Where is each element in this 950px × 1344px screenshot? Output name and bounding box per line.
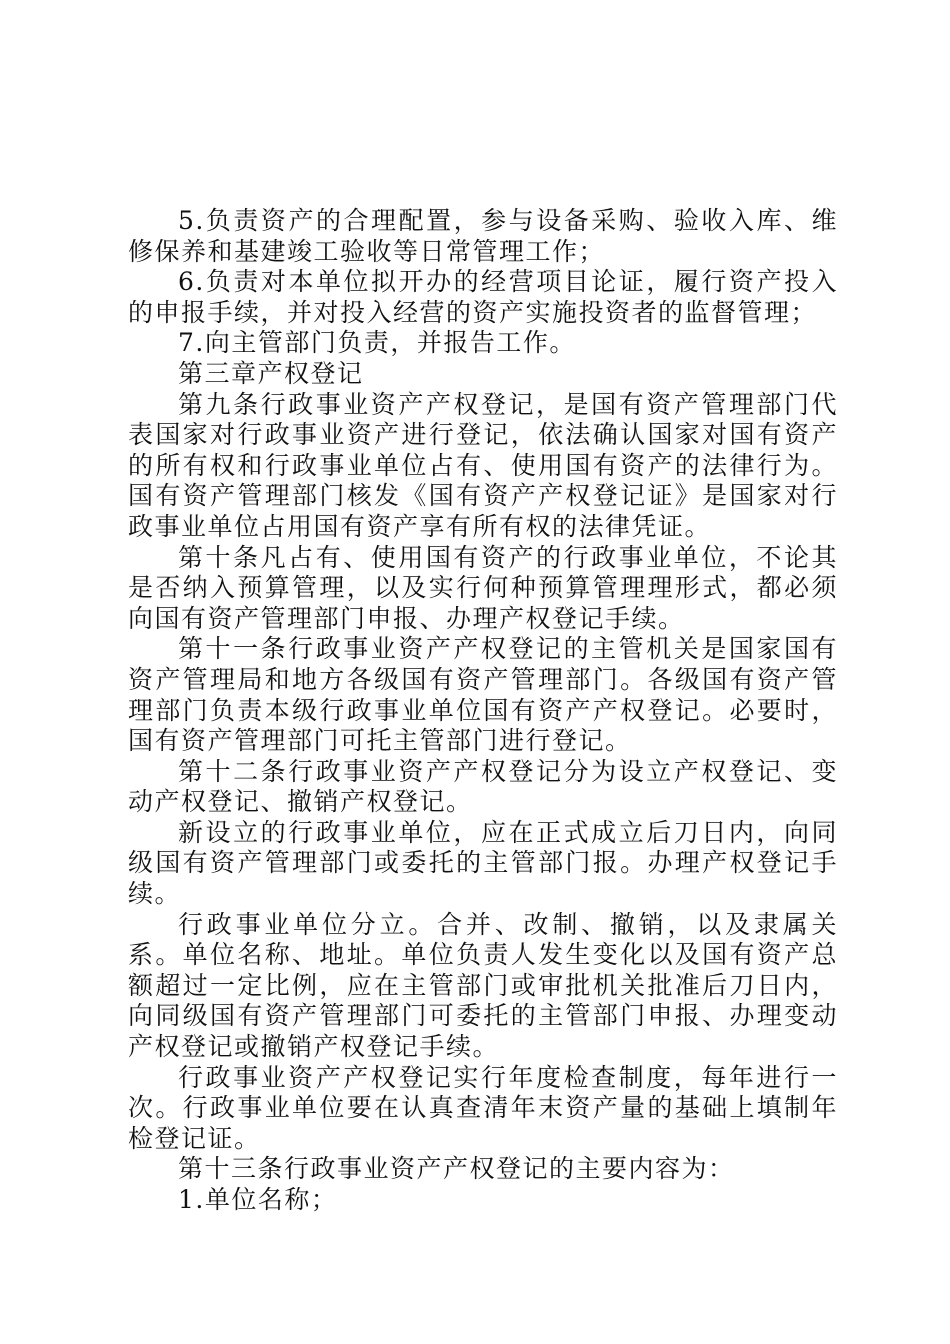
paragraph-item-5: 5.负责资产的合理配置，参与设备采购、验收入库、维修保养和基建竣工验收等日常管理工作； (128, 206, 838, 266)
article-13-item-1: 1.单位名称； (178, 1185, 338, 1214)
article-10: 第十条凡占有、使用国有资产的行政事业单位，不论其是否纳入预算管理，以及实行何种预算管理理形式，都必须向国有资产管理部门申报、办理产权登记手续。 (128, 542, 838, 633)
article-12: 第十二条行政事业资产产权登记分为设立产权登记、变动产权登记、撤销产权登记。 (128, 756, 838, 817)
article-11: 第十一条行政事业资产产权登记的主管机关是国家国有资产管理局和地方各级国有资产管理部门。各级国有资产管理部门负责本级行政事业单位国有资产产权登记。必要时，国有资产管理部门可托主管部门进行登记。 (128, 634, 838, 756)
article-13: 第十三条行政事业资产产权登记的主要内容为： (178, 1154, 735, 1184)
document-body (128, 206, 838, 1216)
chapter-heading: 第三章产权登记 (178, 358, 364, 388)
paragraph-item-6: 6.负责对本单位拟开办的经营项目论证，履行资产投入的申报手续，并对投入经营的资产实施投资者的监督管理； (128, 267, 838, 327)
article-12-changes: 行政事业单位分立。合并、改制、撤销，以及隶属关系。单位名称、地址。单位负责人发生变化以及国有资产总额超过一定比例，应在主管部门或审批机关批准后刀日内，向同级国有资产管理部门可委托的主管部门申报、办理变动产权登记或撤销产权登记手续。 (128, 909, 838, 1062)
article-12-new-units: 新设立的行政事业单位，应在正式成立后刀日内，向同级国有资产管理部门或委托的主管部门报。办理产权登记手续。 (128, 817, 838, 909)
paragraph-item-7: 7.向主管部门负责，并报告工作。 (178, 328, 576, 358)
article-9: 第九条行政事业资产产权登记，是国有资产管理部门代表国家对行政事业资产进行登记，依法确认国家对国有资产的所有权和行政事业单位占有、使用国有资产的法律行为。国有资产管理部门核发《国有资产产权登记证》是国家对行政事业单位占用国有资产享有所有权的法律凭证。 (128, 389, 838, 541)
article-12-annual-check: 行政事业资产产权登记实行年度检查制度，每年进行一次。行政事业单位要在认真查清年末资产量的基础上填制年检登记证。 (128, 1062, 838, 1153)
